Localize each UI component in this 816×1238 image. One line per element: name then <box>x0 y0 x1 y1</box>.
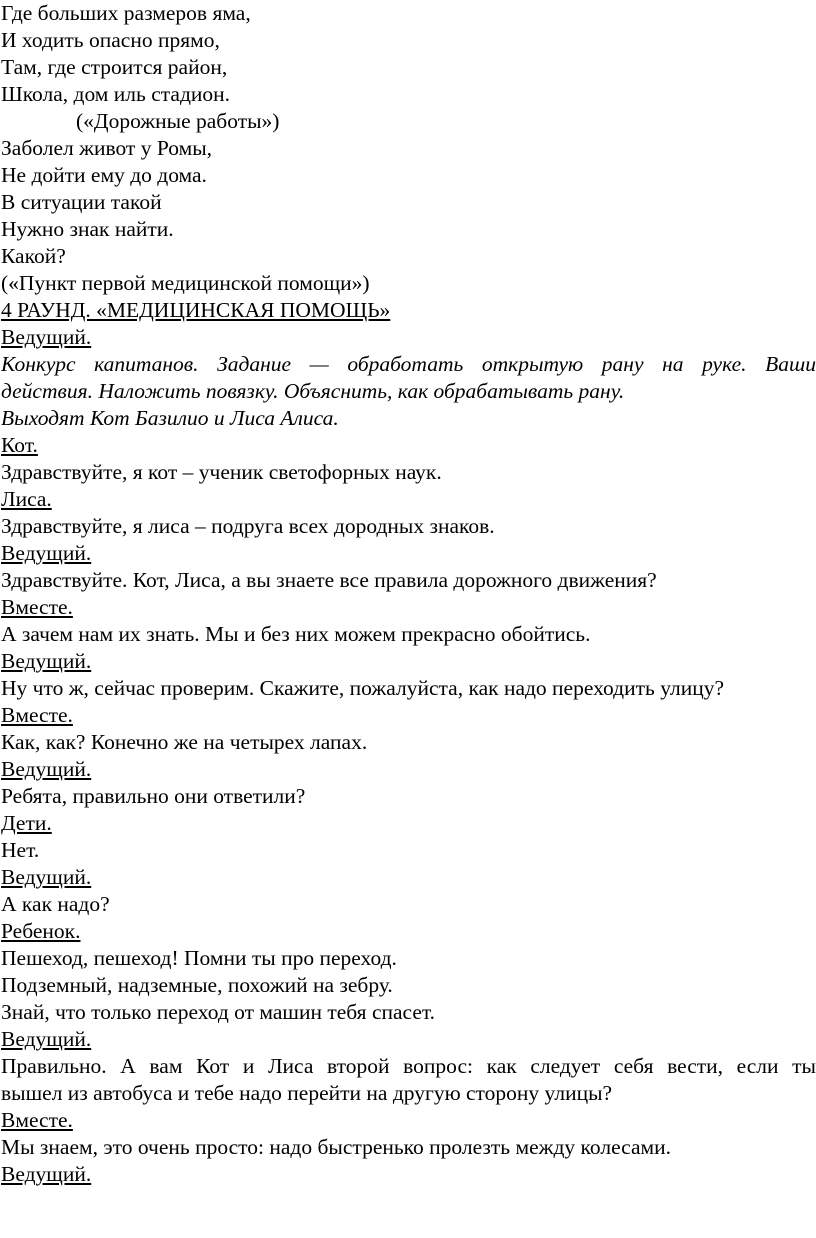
speaker-label: Ведущий. <box>1 541 92 565</box>
poem-line: В ситуации такой <box>1 190 162 214</box>
dialogue-line: Пешеход, пешеход! Помни ты про переход. <box>1 946 397 970</box>
riddle-answer: («Пункт первой медицинской помощи») <box>1 271 370 295</box>
poem-line: Школа, дом иль стадион. <box>1 82 231 106</box>
speaker-label: Дети. <box>1 811 52 835</box>
poem-line: Там, где строится район, <box>1 55 228 79</box>
speaker-label: Ребенок. <box>1 919 81 943</box>
poem-line: Где больших размеров яма, <box>1 1 251 25</box>
dialogue-line: Ребята, правильно они ответили? <box>1 784 306 808</box>
dialogue-line: А как надо? <box>1 892 110 916</box>
dialogue-line: Правильно. А вам Кот и Лиса второй вопрос: как следует себя вести, если ты <box>1 1054 816 1078</box>
speaker-label: Лиса. <box>1 487 52 511</box>
poem-line: И ходить опасно прямо, <box>1 28 220 52</box>
round-heading: 4 РАУНД. «МЕДИЦИНСКАЯ ПОМОЩЬ» <box>1 298 391 322</box>
dialogue-line: А зачем нам их знать. Мы и без них можем прекрасно обойтись. <box>1 622 591 646</box>
dialogue-line: Здравствуйте. Кот, Лиса, а вы знаете все правила дорожного движения? <box>1 568 657 592</box>
speaker-label: Вместе. <box>1 703 73 727</box>
speaker-label: Кот. <box>1 433 38 457</box>
dialogue-line: Здравствуйте, я кот – ученик светофорных наук. <box>1 460 442 484</box>
poem-line: Нужно знак найти. <box>1 217 174 241</box>
speaker-label: Ведущий. <box>1 1027 92 1051</box>
speaker-label: Вместе. <box>1 1108 73 1132</box>
dialogue-line: Подземный, надземные, похожий на зебру. <box>1 973 393 997</box>
poem-line: Какой? <box>1 244 66 268</box>
dialogue-line: Нет. <box>1 838 40 862</box>
poem-line: Не дойти ему до дома. <box>1 163 207 187</box>
dialogue-line: Ну что ж, сейчас проверим. Скажите, пожалуйста, как надо переходить улицу? <box>1 676 725 700</box>
speaker-label: Ведущий. <box>1 649 92 673</box>
dialogue-line: вышел из автобуса и тебе надо перейти на другую сторону улицы? <box>1 1081 613 1105</box>
dialogue-line: Мы знаем, это очень просто: надо быстренько пролезть между колесами. <box>1 1135 672 1159</box>
poem-line: Заболел живот у Ромы, <box>1 136 213 160</box>
speaker-label: Ведущий. <box>1 865 92 889</box>
stage-direction: Конкурс капитанов. Задание — обработать открытую рану на руке. Ваши <box>1 352 816 376</box>
dialogue-line: Как, как? Конечно же на четырех лапах. <box>1 730 368 754</box>
speaker-label: Ведущий. <box>1 757 92 781</box>
speaker-label: Вместе. <box>1 595 73 619</box>
dialogue-line: Здравствуйте, я лиса – подруга всех дородных знаков. <box>1 514 495 538</box>
speaker-label: Ведущий. <box>1 1162 92 1186</box>
stage-direction: действия. Наложить повязку. Объяснить, как обрабатывать рану. <box>1 379 625 403</box>
stage-direction: Выходят Кот Базилио и Лиса Алиса. <box>1 406 339 430</box>
speaker-label: Ведущий. <box>1 325 92 349</box>
dialogue-line: Знай, что только переход от машин тебя спасет. <box>1 1000 436 1024</box>
riddle-answer: («Дорожные работы») <box>76 109 280 133</box>
